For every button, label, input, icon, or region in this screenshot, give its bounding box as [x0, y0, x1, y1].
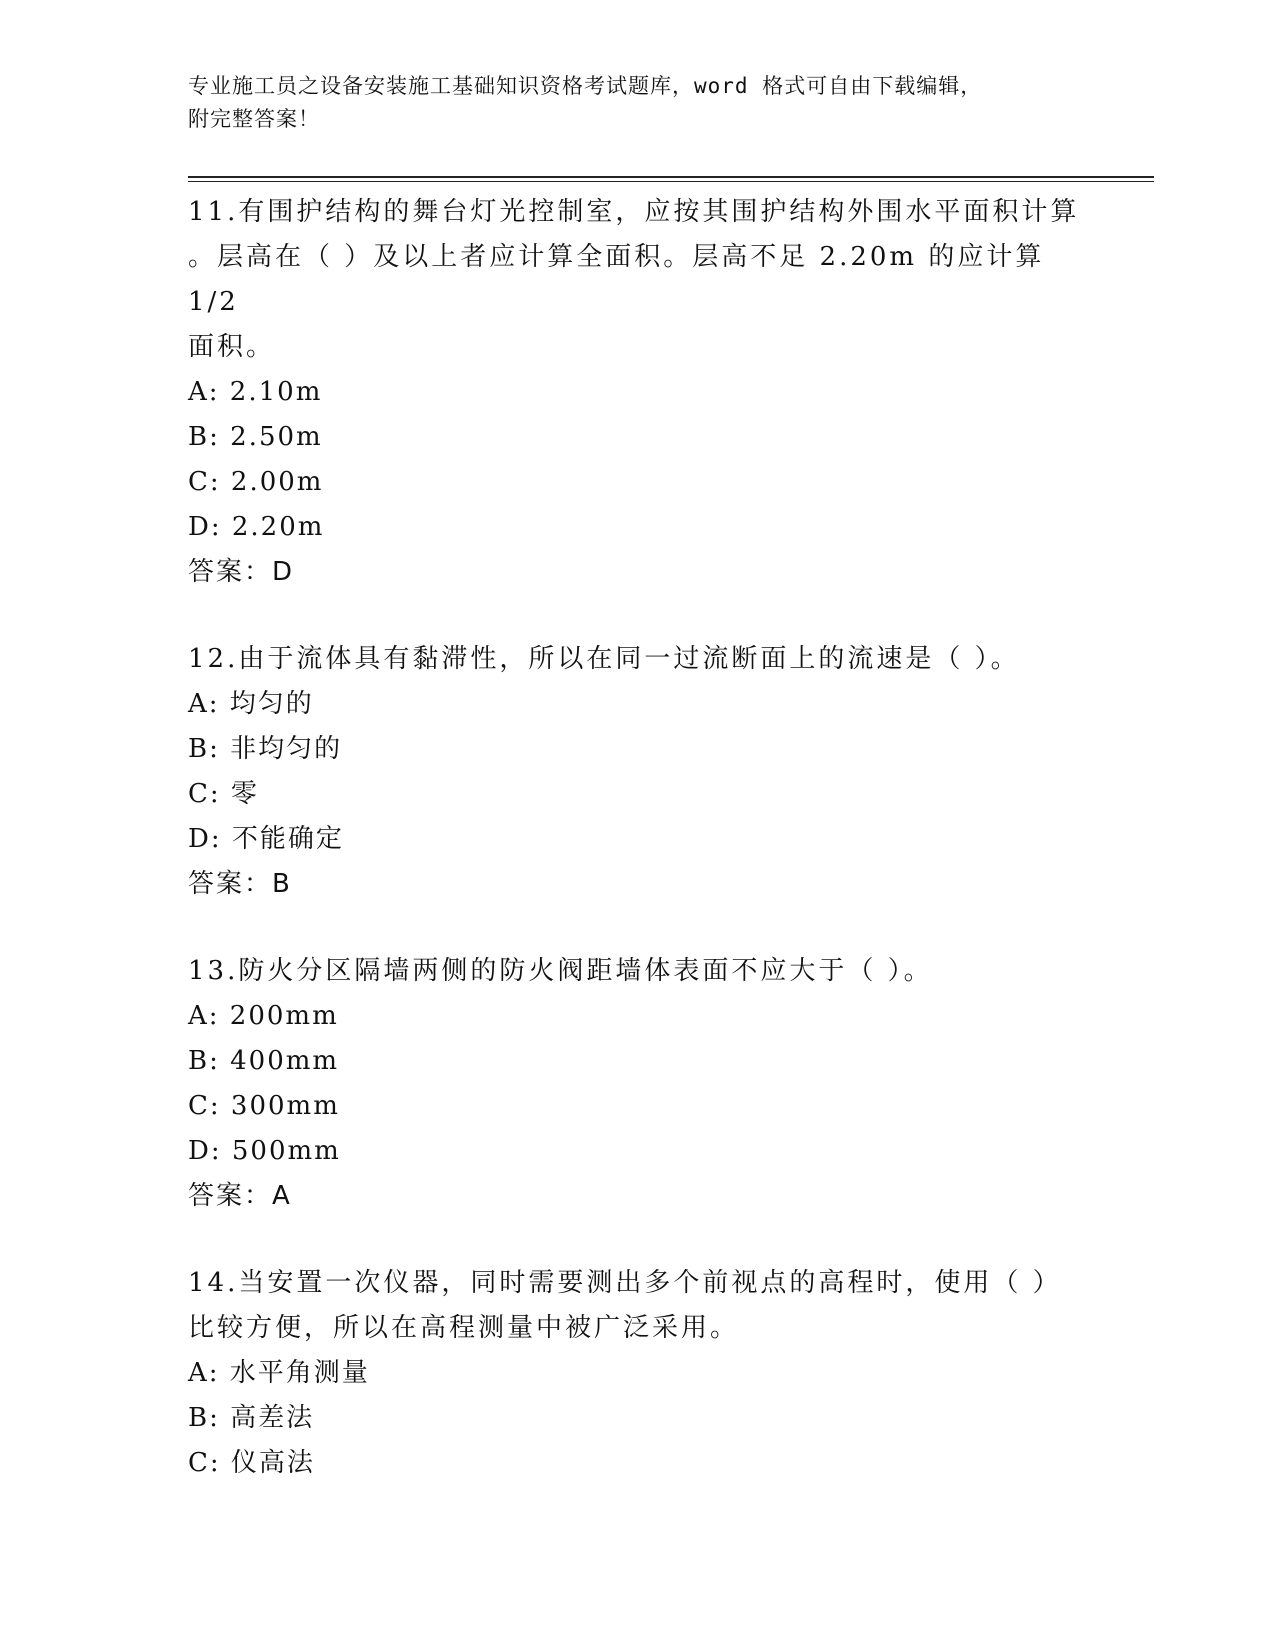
- header-divider-thin: [188, 181, 1154, 182]
- option-c: C: 300mm: [188, 1091, 340, 1121]
- option-a: A: 水平角测量: [188, 1358, 370, 1388]
- question-12: [188, 637, 1088, 907]
- option-a: A: 2.10m: [188, 377, 323, 407]
- header-line-1: 专业施工员之设备安装施工基础知识资格考试题库，word 格式可自由下载编辑，: [188, 74, 983, 98]
- question-list: [188, 190, 1088, 1528]
- answer-label: 答案：B: [188, 869, 292, 899]
- option-c: C: 仪高法: [188, 1448, 315, 1478]
- option-d: D: 500mm: [188, 1136, 341, 1166]
- document-header: [188, 70, 1088, 136]
- option-b: B: 400mm: [188, 1046, 340, 1076]
- option-b: B: 非均匀的: [188, 734, 343, 764]
- question-stem: 13.防火分区隔墙两侧的防火阀距墙体表面不应大于（ ）。: [188, 956, 933, 986]
- option-b: B: 2.50m: [188, 422, 323, 452]
- answer-label: 答案：A: [188, 1181, 292, 1211]
- option-a: A: 200mm: [188, 1001, 339, 1031]
- option-c: C: 零: [188, 779, 259, 809]
- option-d: D: 2.20m: [188, 512, 325, 542]
- question-11: [188, 190, 1088, 595]
- header-line-2: 附完整答案！: [188, 107, 320, 131]
- question-stem: 12.由于流体具有黏滞性，所以在同一过流断面上的流速是（ ）。: [188, 644, 1020, 674]
- option-a: A: 均匀的: [188, 689, 314, 719]
- option-d: D: 不能确定: [188, 824, 344, 854]
- answer-label: 答案：D: [188, 557, 295, 587]
- question-13: [188, 949, 1088, 1219]
- question-14: [188, 1261, 1088, 1486]
- header-divider-thick: [188, 176, 1154, 178]
- option-b: B: 高差法: [188, 1403, 315, 1433]
- question-stem: 14.当安置一次仪器，同时需要测出多个前视点的高程时，使用（ ） 比较方便，所以在高程测量中被广泛采用。: [188, 1268, 1062, 1343]
- question-stem: 11.有围护结构的舞台灯光控制室，应按其围护结构外围水平面积计算 。层高在（ ）及以上者应计算全面积。层高不足 2.20m 的应计算 1/2 面积。: [188, 197, 1080, 362]
- option-c: C: 2.00m: [188, 467, 324, 497]
